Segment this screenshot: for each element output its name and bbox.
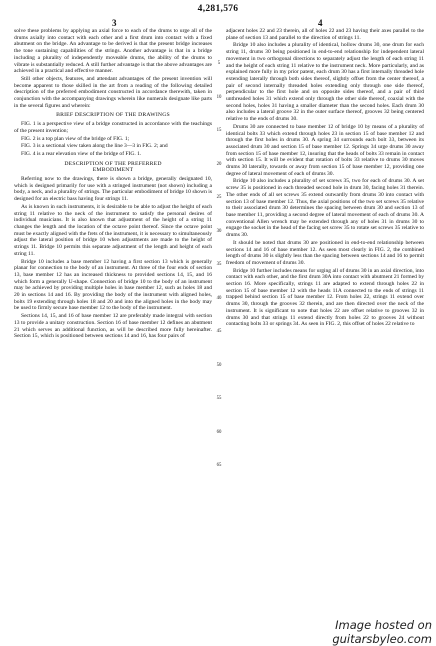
figure-line: FIG. 4 is a rear elevation view of the bridge of FIG. 1. [21,150,142,157]
paragraph: Referring now to the drawings, there is shown a bridge, generally designated 10, which is designed primarily for use with a stringed instrument (not shown) including a body, a neck, and a plurality of strings. The particular embodiment of bridge 10 shown is designed for an electric bass having four strings 11. [14,176,212,203]
line-number: 30 [216,229,222,234]
line-number: 55 [216,396,222,401]
paragraph: Still other objects, features, and attendant advantages of the present invention will become apparent to those skilled in the art from a reading of the following detailed description of the preferred embodiment constructed in accordance therewith, taken in conjunction with the accompanying drawings wherein like numerals designate like parts in the several figures and wherein: [14,75,212,109]
line-number: 45 [216,329,222,334]
section-heading-drawings: BRIEF DESCRIPTION OF THE DRAWINGS [56,112,170,119]
paragraph: solve these problems by applying an axial force to each of the drums to urge all of the drums axially into contact with each other and a first drum into contact with a fixed abutment on the bridge. An advantage to be derived is that the present bridge increases the tone sustaining capabilities of the strings. Another advantage is that in a bridge including a plurality of independently moveable drums, the ability of the drums to vibrate is substantially reduced. A still further advantage is that the above advantages are achieved in a practical and effective manner. [14,28,212,75]
line-number: 10 [216,95,222,100]
line-number: 25 [216,195,222,200]
figure-line: FIG. 3 is a sectional view taken along the line 3—3 in FIG. 2; and [21,143,168,150]
paragraph: adjacent holes 22 and 23 therein, all of holes 22 and 23 having their axes parallel to the plane of section 13 and parallel to the direction of strings 11. [226,28,424,41]
line-number: 15 [216,128,222,133]
paragraph: Bridge 10 further includes means for urging all of drums 30 in an axial direction, into contact with each other, and the first drum 30A into contact with abutment 21 formed by section 16. More specifically, strings 11 are adapted to extend through holes 22 in section 15 of base member 12 with the heads 11A connected to the ends of strings 11 trapped behind section 15 of base member 12. From holes 22, strings 11 extend over drums 30, through the grooves 32 therein, and are then directed over the neck of the instrument. It is significant to note that holes 22 are offset relative to grooves 32 in drums 30 and that strings 11 extend directly from holes 22 to grooves 24 without contacting bolts 33 or springs 34. As seen in FIG. 2, this offset of holes 22 relative to [226,267,424,328]
heading-line-1: DESCRIPTION OF THE PREFERRED [64,160,162,167]
line-number: 60 [216,430,222,435]
figure-line: FIG. 1 is a perspective view of a bridge constructed in accordance with the teachings of the present invention; [14,121,212,134]
line-number: 65 [216,463,222,468]
paragraph: It should be noted that drums 30 are positioned in end-to-end relationship between sections 14 and 16 of base member 12. As seen most clearly in FIG. 2, the combined length of drums 30 is slightly less than the spacing between sections 14 and 16 to permit freedom of movement of drums 30. [226,239,424,266]
line-number: 50 [216,363,222,368]
paragraph: Bridge 10 also includes a plurality of identical, hollow drums 30, one drum for each string 11, drums 30 being positioned in end-to-end relationship for independent lateral movement in two orthogonal directions to separately adjust the length of each string 11 and the height of each string 11 relative to the instrument neck. More particularly, and as explained more fully in my prior patent, each drum 30 has a first internally threaded hole extending laterally through both sides thereof, slightly offset from the center thereof, a pair of second internally threaded holes extending only through one side thereof, perpendicular to the first hole and on opposite sides thereof, and a pair of third unthreaded holes 31 which extend only through the other side thereof, coaxial with the second holes, holes 31 having a smaller diameter than the second holes. Each drum 30 also includes a lateral groove 32 in the outer surface thereof, grooves 32 being centered relative to the ends of drums 30. [226,42,424,123]
paragraph: Drums 30 are connected to base member 12 of bridge 10 by means of a plurality of identical bolts 33 which extend through holes 23 in section 15 of base member 12 and through the first holes in drums 30. A spring 34 surrounds each bolt 33, between its associated drum 30 and section 15 of base member 12. Springs 34 urge drums 30 away from section 15 of base member 12, insuring that the heads of bolts 33 remain in contact with section 15. It will be evident that rotation of bolts 33 relative to drums 30 moves drums 30 laterally, towards or away from section 15 of base member 12, providing one degree of lateral movement of each of drums 30. [226,123,424,177]
paragraph: Bridge 10 includes a base member 12 having a first section 13 which is generally planar for connection to the body of an instrument. At three of the four ends of section 13, base member 12 has an increased thickness to provided sections 14, 15, and 16 which form a generally U-shape. Connection of bridge 10 to the body of an instrument may be achieved by providing multiple holes in base member 12, such as holes 18 and 20 in sections 14 and 16. By providing the body of the instrument with aligned holes, bolts 19 extending through holes 18 and 20 and into the aligned holes in the body may be used to firmly secure base member 12 to the body of the instrument. [14,258,212,312]
right-column [226,28,424,329]
line-number: 35 [216,262,222,267]
line-number: 40 [216,296,222,301]
section-heading-embodiment [14,161,212,174]
figure-line: FIG. 2 is a top plan view of the bridge of FIG. 1; [21,135,130,142]
left-column [14,28,212,341]
patent-number: 4,281,576 [197,4,239,14]
paragraph: As is known in such instruments, it is desirable to be able to adjust the height of each string 11 relative to the neck of the instrument to satisfy the personal desires of individual musicians. It is also known that adjustment of the height of a string 11 changes the length and the location of the octave point thereof. Since the octave point must be exactly aligned with the frets of the instrument, it is necessary to simultaneously adjust the lateral position of bridge 10 when adjustments are made to the height of strings 11. Bridge 10 permits this separate adjustment of the length and height of each string 11. [14,203,212,257]
heading-line-2: EMBODIMENT [92,167,134,174]
line-number: 5 [217,61,221,66]
line-number: 20 [216,162,222,167]
watermark-text: Image hosted on guitarsbyleo.com [332,618,432,646]
left-column-number: 3 [112,18,117,28]
right-column-number: 4 [318,18,323,28]
paragraph: Sections 14, 15, and 16 of base member 12 are preferably made integral with section 13 to provide a unitary construction. Section 16 of base member 12 defines an abutment 21 which serves an additional function, as will be described more fully hereinafter. Section 15, which is positioned between sections 14 and 16, has four pairs of [14,313,212,340]
paragraph: Bridge 10 also includes a plurality of set screws 35, two for each of drums 30. A set screw 35 is positioned in each threaded second hole in drum 30, facing holes 31 therein. The other ends of all set screws 35 extend outwardly from drums 30 into contact with section 13 of base member 12. Thus, the axial positions of the two set screws 35 relative to their associated drum 30 determines the spacing between drum 30 and section 13 of base member 11, providing a second degree of lateral movement of each of drums 30. A conventional Allen wrench may be extended through any of holes 31 in drums 30 to engage the socket in the head of the facing set screw 35 to rotate set screws 35 relative to drums 30. [226,178,424,239]
